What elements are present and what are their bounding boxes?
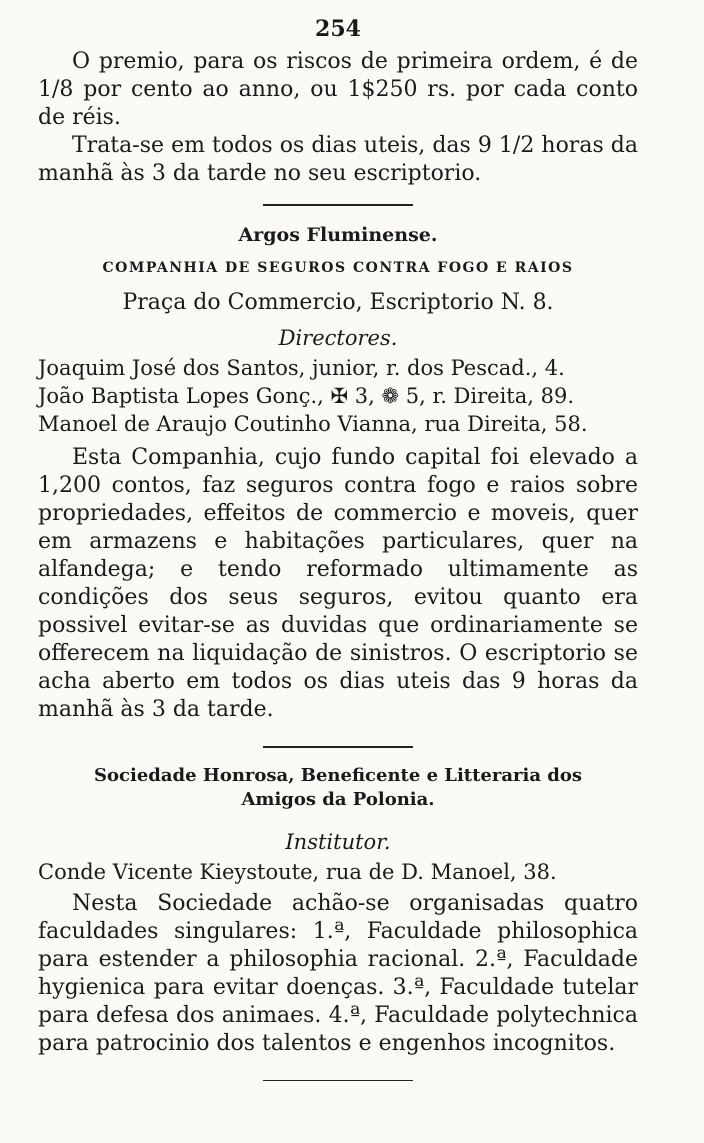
argos-title: Argos Fluminense.	[238, 224, 438, 246]
premium-paragraph: O premio, para os riscos de primeira ordem, é de 1/8 por cento ao anno, ou 1$250 rs. por cada conto de réis.	[38, 49, 638, 130]
institutor-label: Institutor.	[285, 830, 391, 854]
sociedade-description: Nesta Sociedade achão-se organisadas quatro faculdades singulares: 1.ª, Faculdade philosophica para estender a philosophia racional. 2.ª, Faculdade hygienica para evitar doenças. 3.ª, Faculdade tutelar para defesa dos animaes. 4.ª, Faculdade polytechnica para patrocinio dos talentos e engenhos incognitos.	[38, 891, 638, 1056]
argos-company-name: COMPANHIA DE SEGUROS CONTRA FOGO E RAIOS	[102, 260, 574, 276]
sociedade-title: Sociedade Honrosa, Beneficente e Litteraria dos	[94, 765, 582, 786]
section-divider	[263, 746, 413, 748]
director-line: Manoel de Araujo Coutinho Vianna, rua Direita, 58.	[38, 412, 588, 436]
director-line: Joaquim José dos Santos, junior, r. dos Pescad., 4.	[38, 356, 565, 380]
document-page	[38, 16, 638, 1097]
directors-label: Directores.	[278, 326, 398, 350]
director-line: João Baptista Lopes Gonç., ✠ 3, ❁ 5, r. Direita, 89.	[38, 384, 574, 408]
institutor-line: Conde Vicente Kieystoute, rua de D. Manoel, 38.	[38, 860, 557, 884]
section-divider	[263, 204, 413, 206]
section-divider	[263, 1080, 413, 1081]
office-hours-paragraph: Trata-se em todos os dias uteis, das 9 1/2 horas da manhã às 3 da tarde no seu escriptorio.	[38, 133, 638, 186]
argos-description: Esta Companhia, cujo fundo capital foi elevado a 1,200 contos, faz seguros contra fogo e raios sobre propriedades, effeitos de commercio e moveis, quer em armazens e habitações particulares, quer na alfandega; e tendo reformado ultimamente as condições dos seus seguros, evitou quanto era possivel evitar-se as duvidas que ordinariamente se offerecem na liquidação de sinistros. O escriptorio se acha aberto em todos os dias uteis das 9 horas da manhã às 3 da tarde.	[38, 445, 638, 722]
page-number: 254	[315, 16, 361, 42]
sociedade-title-cont: Amigos da Polonia.	[241, 789, 435, 810]
argos-address: Praça do Commercio, Escriptorio N. 8.	[122, 290, 554, 315]
